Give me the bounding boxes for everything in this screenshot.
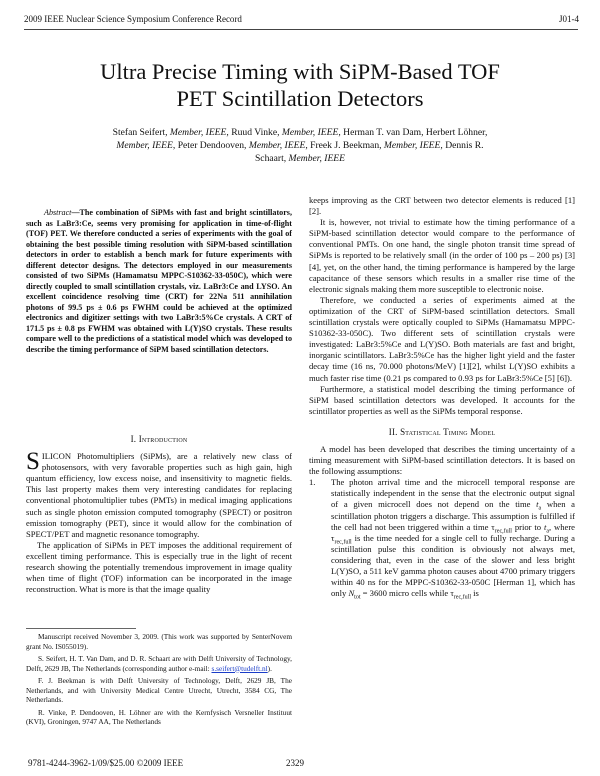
abstract-text: —The combination of SiPMs with fast and bright scintillators, such as LaBr3:Ce, seems very promising for application in time-of-flight (TOF) PET. We therefore conducted a series of experiments with the goal of obtaining the best possible timing resolution with SiPM-based scintillation detectors in order to establish a bench mark for future experiments with different detector designs. The detectors employed in our measurements consisted of two SiPMs (Hamamatsu MPPC-S10362-33-050C), which were directly coupled to small scintillation crystals, viz. LaBr3:Ce and LYSO. An excellent coincidence resolving time (CRT) for 22Na 511 annihilation photons of 99.5 ps ± 0.6 ps FWHM could be achieved at the optimized electronics and digitizer settings with two LaBr3:5%Ce crystals. A CRT of 171.5 ps ± 0.8 ps FWHM was obtained with L(Y)SO crystals. These results compare well to the predictions of a statistical model which was developed to describe the timing performance of SiPM based scintillation detectors. (26, 208, 292, 354)
footnote-2: S. Seifert, H. T. Van Dam, and D. R. Schaart are with Delft University of Technology, Delft, 2629 JB, The Netherlands (corresponding author e-mail: s.seifert@tudelft.nl). (26, 654, 292, 673)
authors-line-1: Stefan Seifert, Member, IEEE, Ruud Vinke, Member, IEEE, Herman T. van Dam, Herbert Löhner, (112, 127, 488, 138)
abstract (26, 208, 292, 355)
assumption-item-1: 1. The photon arrival time and the microcell temporal response are statistically independent in the sense that the electronic output signal of a given microcell does not depend on the time $t_a$ when a scintillation photon triggers a discharge. This assumption is fulfilled if the cell had not been triggered within a time $\tau_{rec,full}$ prior to $t_a$, where $\tau_{rec,full}$ is the time needed for a single cell to fully recharge. During a scintillation pulse this condition is obviously not always met, considering that, even in the case of the slower and less bright L(Y)SO, a 511 keV gamma photon causes about 4700 primary triggers within 40 ns for the MPPC-S10362-33-050C [Herman 1], which has only $N_{tot} = 3600$ micro cells while $\tau_{rec,full}$ is (309, 477, 575, 601)
title-line-1: Ultra Precise Timing with SiPM-Based TOF (100, 59, 500, 84)
author-email-link[interactable]: s.seifert@tudelft.nl (211, 663, 268, 673)
authors-line-3: Schaart, Member, IEEE (254, 153, 346, 164)
drop-cap: S (26, 448, 40, 476)
intro-paragraph-4: Therefore, we conducted a series of experiments aimed at the optimization of the CRT of SiPM-based scintillation detectors. Small scintillation crystals were optically coupled to SiPMs (Hamamatsu MPPC-S10362-33-050C). Two different sets of scintillation crystals were investigated: LaBr3:5%Ce and L(Y)SO. Both materials are fast and bright, inorganic scintillators. LaBr3:5%Ce has the higher light yield and the faster decay time (16 ns, 70.000 photons/MeV) [1][2], whilst L(Y)SO exhibits a much faster rise time (0.21 ps compared to 0.93 ps for LaBr3:5%Ce [5] [6]). (309, 294, 575, 383)
right-column (309, 195, 575, 599)
title-line-2: PET Scintillation Detectors (176, 86, 424, 111)
authors-line-2: Member, IEEE, Peter Dendooven, Member, IEEE, Freek J. Beekman, Member, IEEE, Dennis R. (116, 140, 484, 151)
intro-paragraph-2: The application of SiPMs in PET imposes the additional requirement of excellent timing performance. This is especially true in the light of recent research showing the potentially tremendous improvement in image quality when time of flight (TOF) information can be incorporated in the image reconstruction. What is more is that the image quality (26, 539, 292, 595)
section-1-heading: I. Introduction (130, 434, 188, 444)
footnote-1: Manuscript received November 3, 2009. (This work was supported by SenterNovem grant No. IS055019). (26, 632, 292, 651)
section-2-heading: II. Statistical Timing Model (388, 426, 496, 437)
author-list (50, 126, 550, 165)
page-number: 2329 (286, 758, 304, 768)
conference-header: 2009 IEEE Nuclear Science Symposium Conference Record (24, 14, 242, 24)
assumption-number: 1. (309, 477, 316, 488)
footnote-4: R. Vinke, P. Dendooven, H. Löhner are with the Kernfysisch Versneller Instituut (KVI), Groningen, 9747 AA, The Netherlands (26, 707, 292, 726)
paper-id: J01-4 (559, 14, 579, 24)
header-rule (24, 29, 578, 30)
footer-isbn: 9781-4244-3962-1/09/$25.00 ©2009 IEEE (28, 758, 184, 768)
abstract-lead: Abstract (44, 208, 72, 217)
model-paragraph-1: A model has been developed that describes the timing uncertainty of a timing measurement with SiPM-based scintillation detectors. It is based on the following assumptions: (309, 443, 575, 477)
intro-paragraph-2-cont: keeps improving as the CRT between two detector elements is reduced [1] [2]. (309, 195, 575, 217)
intro-paragraph-3: It is, however, not trivial to estimate how the timing performance of a SiPM-based scintillation detector would compare to the performance of conventional PMTs. On one hand, the single photon transit time spread of SiPMs is reported to be relatively small (in the order of 100 ps – 200 ps) [3][4], yet, on the other hand, the timing performance is hampered by the large capacitance of these sensors which results in a smaller rise time of the electronic signals making them more susceptible to electronic noise. (309, 217, 575, 294)
paper-title (0, 58, 600, 112)
intro-paragraph-5: Furthermore, a statistical model describing the timing performance of SiPM based scintillation detectors was developed. It accounts for the scintillator properties as well as the SiPMs temporal response. (309, 383, 575, 416)
footnote-3: F. J. Beekman is with Delft University of Technology, Delft, 2629 JB, The Netherlands, and with University Medical Centre Utrecht, Utrecht, 3584 CG, The Netherlands. (26, 676, 292, 704)
footnotes (26, 632, 292, 730)
footnote-rule (26, 628, 136, 629)
intro-paragraph-1: SILICON Photomultipliers (SiPMs), are a relatively new class of photosensors, with very favorable properties such as high gain, high quantum efficiency, low excess noise, and insensitivity to magnetic fields. This last property makes them very interesting candidates for replacing conventional photomultiplier tubes (PMTs) in medical imaging applications such as single photon emission computed tomography (SPECT) or positron emission tomography (PET), since it would allow for the combination of SPECT/PET and magnetic resonance tomography. (26, 448, 292, 539)
section-1 (26, 434, 292, 595)
